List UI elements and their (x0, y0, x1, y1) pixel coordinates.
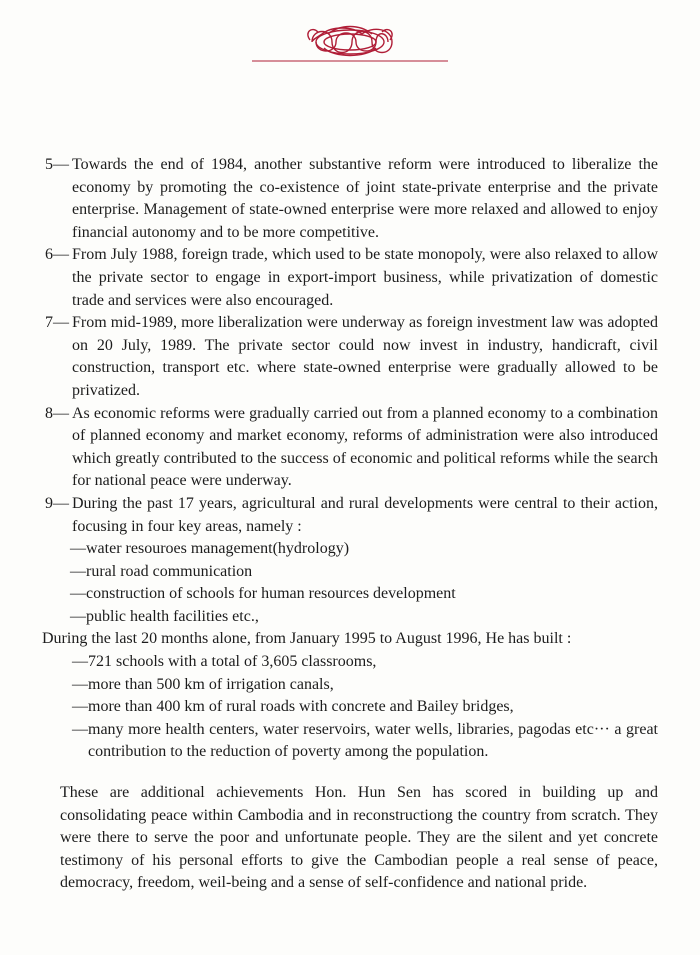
item-number: 7— (45, 314, 69, 332)
list-item (42, 244, 658, 312)
item-number: 9— (45, 494, 69, 512)
ornamental-knot-icon (252, 18, 448, 68)
key-area-item: —construction of schools for human resources development (70, 585, 456, 603)
list-item (42, 154, 658, 244)
item-text: From mid-1989, more liberalization were underway as foreign investment law was adopted on 20 July, 1989. The private sector could now invest in industry, handicraft, civil construction, transport etc. where state-owned enterprise were gradually allowed to be privatized. (72, 314, 658, 399)
built-list (42, 651, 658, 764)
item-text: During the past 17 years, agricultural and rural developments were central to their action, focusing in four key areas, namely : (72, 494, 658, 535)
item-text: As economic reforms were gradually carried out from a planned economy to a combination of planned economy and market economy, reforms of administration were also introduced which greatly contributed to the success of economic and political reforms while the search for national peace were underway. (72, 404, 658, 490)
built-intro: During the last 20 months alone, from January 1995 to August 1996, He has built : (42, 630, 572, 648)
item-text: Towards the end of 1984, another substantive reform were introduced to liberalize the economy by promoting the co-existence of joint state-private enterprise and the private enterprise. Management of state-owned enterprise were more relaxed and allowed to enjoy financial autonomy and to be more competitive. (72, 156, 658, 241)
item-number: 8— (45, 404, 69, 422)
key-areas-list (42, 538, 658, 628)
document-body (42, 154, 658, 895)
key-area-item: —rural road communication (70, 562, 253, 580)
list-item (42, 312, 658, 402)
key-area-item: —water resouroes management(hydrology) (70, 540, 350, 558)
item-text: From July 1988, foreign trade, which used to be state monopoly, were also relaxed to allow the private sector to engage in export-import business, while privatization of domestic trade and services were also encouraged. (72, 246, 658, 309)
item-number: 6— (45, 246, 69, 264)
closing-paragraph: These are additional achievements Hon. Hun Sen has scored in building up and consolidating peace within Cambodia and in reconstructiong the country from scratch. They were there to serve the poor and unfortunate people. They are the silent and yet concrete testimony of his personal efforts to give the Cambodian people a real sense of peace, democracy, freedom, weil-being and a sense of self-confidence and national pride. (60, 784, 658, 892)
item-number: 5— (45, 156, 69, 173)
built-item (72, 674, 658, 697)
dash-marker: — (72, 675, 88, 693)
dash-marker: — (72, 698, 88, 716)
dash-marker: — (72, 720, 88, 738)
built-item-text: 721 schools with a total of 3,605 classrooms, (88, 653, 377, 671)
dash-marker: — (72, 653, 88, 671)
built-item-text: more than 500 km of irrigation canals, (88, 675, 334, 693)
key-area-item: —public health facilities etc., (70, 607, 259, 625)
list-item (42, 403, 658, 493)
built-item (72, 696, 658, 719)
built-item (72, 651, 658, 674)
built-item (72, 719, 658, 764)
built-item-text: many more health centers, water reservoirs, water wells, libraries, pagodas etc··· a great contribution to the reduction of poverty among the population. (88, 720, 658, 761)
built-item-text: more than 400 km of rural roads with concrete and Bailey bridges, (88, 698, 514, 716)
list-item (42, 493, 658, 538)
